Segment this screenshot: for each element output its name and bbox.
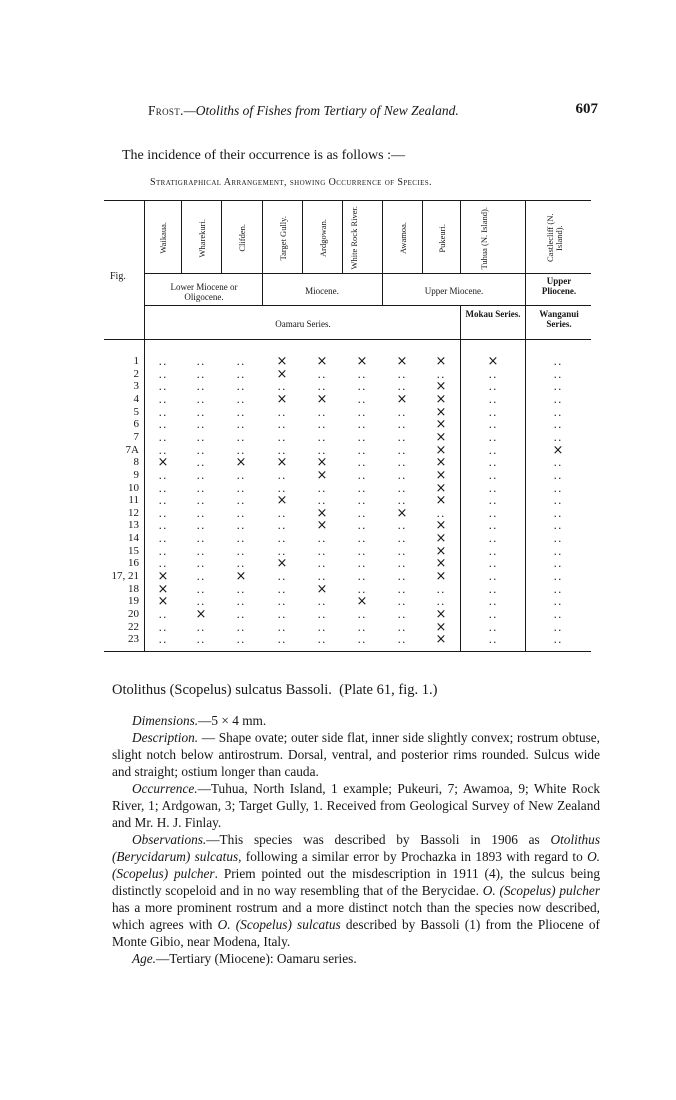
absence-mark: .. xyxy=(196,595,206,609)
absence-mark: .. xyxy=(357,506,367,520)
absence-mark: .. xyxy=(236,380,246,394)
absence-mark: .. xyxy=(488,405,498,419)
occurrence-mark: × xyxy=(487,354,499,369)
absence-mark: .. xyxy=(397,494,407,508)
occurrence-mark: × xyxy=(276,493,288,509)
occurrence-mark: × xyxy=(552,442,564,458)
absence-mark: .. xyxy=(317,608,327,621)
absence-mark: .. xyxy=(158,418,168,432)
absence-mark: .. xyxy=(488,456,498,470)
absence-mark: .. xyxy=(277,608,287,621)
absence-mark: .. xyxy=(397,557,407,571)
absence-mark: .. xyxy=(436,367,446,381)
absence-mark: .. xyxy=(357,418,367,432)
absence-mark: .. xyxy=(196,405,206,419)
absence-mark: .. xyxy=(236,418,246,432)
absence-mark: .. xyxy=(397,519,407,533)
absence-mark: .. xyxy=(277,468,287,482)
absence-mark: .. xyxy=(553,430,563,444)
absence-mark: .. xyxy=(158,506,168,520)
occurrence-mark: × xyxy=(435,569,447,585)
locality-header: Target Gully. xyxy=(277,215,288,261)
row-fig-number: 12 xyxy=(128,506,139,519)
absence-mark: .. xyxy=(236,430,246,444)
occurrence-mark: × xyxy=(435,543,447,559)
absence-mark: .. xyxy=(488,494,498,508)
row-fig-number: 17, 21 xyxy=(111,570,139,583)
absence-mark: .. xyxy=(317,481,327,495)
occurrence-mark: × xyxy=(435,391,447,407)
absence-mark: .. xyxy=(236,355,246,368)
row-fig-number: 9 xyxy=(133,468,139,481)
absence-mark: .. xyxy=(488,468,498,482)
absence-mark: .. xyxy=(317,620,327,634)
occurrence-mark: × xyxy=(435,467,447,483)
age-group: Upper Miocene. xyxy=(424,286,484,296)
occurrence-mark: × xyxy=(396,505,408,521)
absence-mark: .. xyxy=(317,633,327,647)
dimensions-paragraph: Dimensions.—5 × 4 mm. xyxy=(132,713,267,728)
occurrence-mark: × xyxy=(435,493,447,509)
series-group: Oamaru Series. xyxy=(275,319,331,329)
row-fig-number: 11 xyxy=(128,494,139,507)
absence-mark: .. xyxy=(158,355,168,368)
occurrence-mark: × xyxy=(276,354,288,369)
absence-mark: .. xyxy=(196,468,206,482)
occurrence-mark: × xyxy=(356,354,368,369)
absence-mark: .. xyxy=(397,443,407,457)
absence-mark: .. xyxy=(158,620,168,634)
description-paragraph: Description. — Shape ovate; outer side flat, inner side slightly convex; rostrum obtuse, slight notch below antirostrum. Dorsal, ventral, and posterior rims rounded. Sulcus wide and straight; ostium longer than cauda. xyxy=(112,730,600,779)
occurrence-mark: × xyxy=(316,391,328,407)
fig-column-label: Fig. xyxy=(110,271,126,282)
occurrence-mark: × xyxy=(435,619,447,635)
occurrence-mark: × xyxy=(276,455,288,471)
absence-mark: .. xyxy=(236,494,246,508)
absence-mark: .. xyxy=(488,418,498,432)
row-fig-number: 15 xyxy=(128,544,139,557)
absence-mark: .. xyxy=(317,570,327,584)
absence-mark: .. xyxy=(277,570,287,584)
occurrence-mark: × xyxy=(435,442,447,458)
occurrence-mark: × xyxy=(276,391,288,407)
absence-mark: .. xyxy=(397,380,407,394)
absence-mark: .. xyxy=(158,494,168,508)
absence-mark: .. xyxy=(553,582,563,596)
occurrence-mark: × xyxy=(435,607,447,622)
occurrence-mark: × xyxy=(435,429,447,445)
row-fig-number: 23 xyxy=(128,633,139,646)
absence-mark: .. xyxy=(277,481,287,495)
absence-mark: .. xyxy=(277,418,287,432)
absence-mark: .. xyxy=(488,506,498,520)
absence-mark: .. xyxy=(553,608,563,621)
absence-mark: .. xyxy=(277,519,287,533)
absence-mark: .. xyxy=(553,481,563,495)
absence-mark: .. xyxy=(236,506,246,520)
absence-mark: .. xyxy=(397,418,407,432)
absence-mark: .. xyxy=(236,633,246,647)
absence-mark: .. xyxy=(488,544,498,558)
absence-mark: .. xyxy=(158,367,168,381)
absence-mark: .. xyxy=(488,608,498,621)
absence-mark: .. xyxy=(196,380,206,394)
row-fig-number: 16 xyxy=(128,557,139,570)
absence-mark: .. xyxy=(158,392,168,406)
occurrence-mark: × xyxy=(276,556,288,572)
absence-mark: .. xyxy=(553,519,563,533)
absence-mark: .. xyxy=(357,582,367,596)
absence-mark: .. xyxy=(397,633,407,647)
locality-header: Awamoa. xyxy=(397,221,408,255)
absence-mark: .. xyxy=(357,405,367,419)
absence-mark: .. xyxy=(196,506,206,520)
occurrence-mark: × xyxy=(435,354,447,369)
absence-mark: .. xyxy=(436,582,446,596)
occurrence-mark: × xyxy=(157,569,169,585)
absence-mark: .. xyxy=(317,405,327,419)
absence-mark: .. xyxy=(357,532,367,546)
absence-mark: .. xyxy=(196,443,206,457)
absence-mark: .. xyxy=(196,544,206,558)
absence-mark: .. xyxy=(236,405,246,419)
age-group: Upper Pliocene. xyxy=(541,276,577,296)
absence-mark: .. xyxy=(357,519,367,533)
occurrence-table-body xyxy=(104,198,591,648)
absence-mark: .. xyxy=(317,595,327,609)
absence-mark: .. xyxy=(397,481,407,495)
absence-mark: .. xyxy=(196,620,206,634)
absence-mark: .. xyxy=(357,544,367,558)
absence-mark: .. xyxy=(196,456,206,470)
absence-mark: .. xyxy=(553,367,563,381)
absence-mark: .. xyxy=(196,418,206,432)
row-fig-number: 22 xyxy=(128,620,139,633)
occurrence-mark: × xyxy=(235,455,247,471)
occurrence-mark: × xyxy=(316,354,328,369)
absence-mark: .. xyxy=(236,443,246,457)
occurrence-mark: × xyxy=(435,404,447,420)
absence-mark: .. xyxy=(488,519,498,533)
species-account xyxy=(112,712,600,967)
absence-mark: .. xyxy=(488,367,498,381)
absence-mark: .. xyxy=(158,405,168,419)
absence-mark: .. xyxy=(277,532,287,546)
page-number: 607 xyxy=(575,101,598,117)
occurrence-mark: × xyxy=(157,455,169,471)
absence-mark: .. xyxy=(553,620,563,634)
occurrence-mark: × xyxy=(316,581,328,597)
absence-mark: .. xyxy=(317,544,327,558)
running-header xyxy=(148,103,598,119)
locality-header: Tuhua (N. Island). xyxy=(479,206,489,270)
absence-mark: .. xyxy=(553,468,563,482)
absence-mark: .. xyxy=(357,494,367,508)
absence-mark: .. xyxy=(357,608,367,621)
row-fig-number: 19 xyxy=(128,595,139,608)
species-heading xyxy=(112,682,437,699)
row-fig-number: 8 xyxy=(133,456,139,469)
absence-mark: .. xyxy=(553,570,563,584)
absence-mark: .. xyxy=(236,481,246,495)
absence-mark: .. xyxy=(158,633,168,647)
row-fig-number: 20 xyxy=(128,608,139,620)
absence-mark: .. xyxy=(357,380,367,394)
observations-paragraph: Observations.—This species was described by Bassoli in 1906 as Otolithus (Berycidarum) sulcatus, following a similar error by Prochazka in 1893 with regard to O. (Scopelus) pulcher. Priem pointed out the misdescription in 1911 (4), the sulcus being distinctly scopeloid and in no way resembling that of the Berycidae. O. (Scopelus) pulcher has a more prominent rostrum and a more distinct notch than the species now described, which agrees with O. (Scopelus) sulcatus described by Bassoli (1) from the Pliocene of Monte Gibio, near Modena, Italy. xyxy=(112,832,600,949)
absence-mark: .. xyxy=(158,430,168,444)
absence-mark: .. xyxy=(436,506,446,520)
absence-mark: .. xyxy=(488,582,498,596)
row-fig-number: 4 xyxy=(133,392,139,405)
occurrence-mark: × xyxy=(316,505,328,521)
absence-mark: .. xyxy=(397,430,407,444)
absence-mark: .. xyxy=(277,633,287,647)
absence-mark: .. xyxy=(277,506,287,520)
absence-mark: .. xyxy=(553,544,563,558)
absence-mark: .. xyxy=(357,481,367,495)
intro-sentence: The incidence of their occurrence is as follows :— xyxy=(122,148,406,163)
occurrence-mark: × xyxy=(316,518,328,534)
absence-mark: .. xyxy=(553,595,563,609)
occurrence-mark: × xyxy=(435,632,447,648)
locality-header: Pukeuri. xyxy=(436,223,447,253)
row-fig-number: 5 xyxy=(133,405,139,418)
absence-mark: .. xyxy=(196,481,206,495)
occurrence-mark: × xyxy=(435,417,447,433)
absence-mark: .. xyxy=(357,620,367,634)
absence-mark: .. xyxy=(397,405,407,419)
absence-mark: .. xyxy=(196,532,206,546)
series-group: Wanganui Series. xyxy=(539,309,579,329)
absence-mark: .. xyxy=(277,443,287,457)
occurrence-mark: × xyxy=(435,556,447,572)
absence-mark: .. xyxy=(357,456,367,470)
locality-header: Wharekuri. xyxy=(196,218,207,258)
age-paragraph: Age.—Tertiary (Miocene): Oamaru series. xyxy=(132,951,357,966)
absence-mark: .. xyxy=(158,532,168,546)
absence-mark: .. xyxy=(236,532,246,546)
absence-mark: .. xyxy=(488,595,498,609)
occurrence-mark: × xyxy=(195,607,207,622)
occurrence-mark: × xyxy=(356,594,368,610)
absence-mark: .. xyxy=(158,519,168,533)
occurrence-mark: × xyxy=(396,391,408,407)
absence-mark: .. xyxy=(553,405,563,419)
absence-mark: .. xyxy=(488,557,498,571)
absence-mark: .. xyxy=(196,430,206,444)
row-fig-number: 1 xyxy=(133,355,139,367)
absence-mark: .. xyxy=(236,544,246,558)
species-plate: (Plate 61, fig. 1.) xyxy=(339,682,438,698)
absence-mark: .. xyxy=(553,557,563,571)
absence-mark: .. xyxy=(317,494,327,508)
absence-mark: .. xyxy=(488,430,498,444)
row-fig-number: 2 xyxy=(133,367,139,380)
absence-mark: .. xyxy=(317,380,327,394)
absence-mark: .. xyxy=(357,557,367,571)
absence-mark: .. xyxy=(158,557,168,571)
absence-mark: .. xyxy=(357,570,367,584)
absence-mark: .. xyxy=(397,608,407,621)
absence-mark: .. xyxy=(317,367,327,381)
occurrence-mark: × xyxy=(157,581,169,597)
absence-mark: .. xyxy=(277,405,287,419)
species-name: Otolithus (Scopelus) sulcatus Bassoli. xyxy=(112,682,332,698)
occurrence-mark: × xyxy=(396,354,408,369)
absence-mark: .. xyxy=(553,494,563,508)
absence-mark: .. xyxy=(488,570,498,584)
row-fig-number: 6 xyxy=(133,418,139,431)
absence-mark: .. xyxy=(397,620,407,634)
absence-mark: .. xyxy=(277,380,287,394)
absence-mark: .. xyxy=(196,392,206,406)
row-fig-number: 14 xyxy=(128,532,139,545)
absence-mark: .. xyxy=(488,392,498,406)
absence-mark: .. xyxy=(196,494,206,508)
table-bottom-rule xyxy=(104,651,591,652)
absence-mark: .. xyxy=(277,620,287,634)
occurrence-mark: × xyxy=(435,480,447,496)
locality-header: Clifden. xyxy=(237,224,247,252)
absence-mark: .. xyxy=(317,443,327,457)
row-fig-number: 10 xyxy=(128,481,139,494)
absence-mark: .. xyxy=(397,367,407,381)
absence-mark: .. xyxy=(158,380,168,394)
absence-mark: .. xyxy=(553,506,563,520)
absence-mark: .. xyxy=(397,570,407,584)
absence-mark: .. xyxy=(488,620,498,634)
absence-mark: .. xyxy=(236,595,246,609)
absence-mark: .. xyxy=(553,456,563,470)
occurrence-mark: × xyxy=(235,569,247,585)
absence-mark: .. xyxy=(277,430,287,444)
locality-header: White Rock River. xyxy=(348,206,359,270)
header-author: Frost. xyxy=(148,103,184,118)
absence-mark: .. xyxy=(488,481,498,495)
absence-mark: .. xyxy=(553,380,563,394)
absence-mark: .. xyxy=(488,633,498,647)
absence-mark: .. xyxy=(357,392,367,406)
row-fig-number: 18 xyxy=(128,582,139,595)
absence-mark: .. xyxy=(436,595,446,609)
locality-header: Waikaua. xyxy=(158,222,168,254)
absence-mark: .. xyxy=(158,481,168,495)
absence-mark: .. xyxy=(397,468,407,482)
row-fig-number: 3 xyxy=(133,380,139,393)
absence-mark: .. xyxy=(236,620,246,634)
row-fig-number: 7 xyxy=(133,430,139,443)
absence-mark: .. xyxy=(397,582,407,596)
absence-mark: .. xyxy=(357,367,367,381)
occurrence-mark: × xyxy=(316,467,328,483)
absence-mark: .. xyxy=(397,595,407,609)
absence-mark: .. xyxy=(158,443,168,457)
absence-mark: .. xyxy=(397,456,407,470)
absence-mark: .. xyxy=(196,570,206,584)
absence-mark: .. xyxy=(236,519,246,533)
absence-mark: .. xyxy=(236,608,246,621)
absence-mark: .. xyxy=(397,544,407,558)
absence-mark: .. xyxy=(196,582,206,596)
absence-mark: .. xyxy=(397,532,407,546)
absence-mark: .. xyxy=(158,468,168,482)
occurrence-mark: × xyxy=(276,366,288,382)
absence-mark: .. xyxy=(357,468,367,482)
row-fig-number: 13 xyxy=(128,519,139,532)
absence-mark: .. xyxy=(553,418,563,432)
header-title: —Otoliths of Fishes from Tertiary of New Zealand. xyxy=(183,103,459,118)
locality-header: Ardgowan. xyxy=(317,218,328,257)
absence-mark: .. xyxy=(317,430,327,444)
absence-mark: .. xyxy=(196,557,206,571)
absence-mark: .. xyxy=(196,519,206,533)
absence-mark: .. xyxy=(196,367,206,381)
absence-mark: .. xyxy=(553,392,563,406)
age-group: Miocene. xyxy=(305,286,339,296)
absence-mark: .. xyxy=(357,633,367,647)
occurrence-mark: × xyxy=(435,518,447,534)
occurrence-mark: × xyxy=(435,531,447,547)
series-group: Mokau Series. xyxy=(465,309,521,319)
absence-mark: .. xyxy=(488,443,498,457)
absence-mark: .. xyxy=(196,355,206,368)
absence-mark: .. xyxy=(317,418,327,432)
table-caption: Stratigraphical Arrangement, showing Occurrence of Species. xyxy=(150,177,432,188)
occurrence-mark: × xyxy=(435,379,447,395)
absence-mark: .. xyxy=(317,532,327,546)
absence-mark: .. xyxy=(236,468,246,482)
absence-mark: .. xyxy=(158,544,168,558)
absence-mark: .. xyxy=(553,633,563,647)
absence-mark: .. xyxy=(357,430,367,444)
absence-mark: .. xyxy=(196,633,206,647)
absence-mark: .. xyxy=(553,532,563,546)
locality-header: Castlecliff (N. Island). xyxy=(545,213,564,263)
occurrence-mark: × xyxy=(157,594,169,610)
occurrence-mark: × xyxy=(316,455,328,471)
absence-mark: .. xyxy=(553,355,563,368)
absence-mark: .. xyxy=(277,595,287,609)
absence-mark: .. xyxy=(236,367,246,381)
absence-mark: .. xyxy=(236,392,246,406)
absence-mark: .. xyxy=(317,557,327,571)
absence-mark: .. xyxy=(158,608,168,621)
occurrence-paragraph: Occurrence.—Tuhua, North Island, 1 example; Pukeuri, 7; Awamoa, 9; White Rock River, 1; Ardgowan, 3; Target Gully, 1. Received from Geological Survey of New Zealand and Mr. H. J. Finlay. xyxy=(112,781,600,830)
absence-mark: .. xyxy=(488,380,498,394)
absence-mark: .. xyxy=(236,557,246,571)
absence-mark: .. xyxy=(488,532,498,546)
absence-mark: .. xyxy=(236,582,246,596)
row-fig-number: 7A xyxy=(125,443,139,456)
age-group: Lower Miocene or Oligocene. xyxy=(170,282,238,302)
occurrence-mark: × xyxy=(435,455,447,471)
absence-mark: .. xyxy=(277,582,287,596)
absence-mark: .. xyxy=(357,443,367,457)
absence-mark: .. xyxy=(277,544,287,558)
